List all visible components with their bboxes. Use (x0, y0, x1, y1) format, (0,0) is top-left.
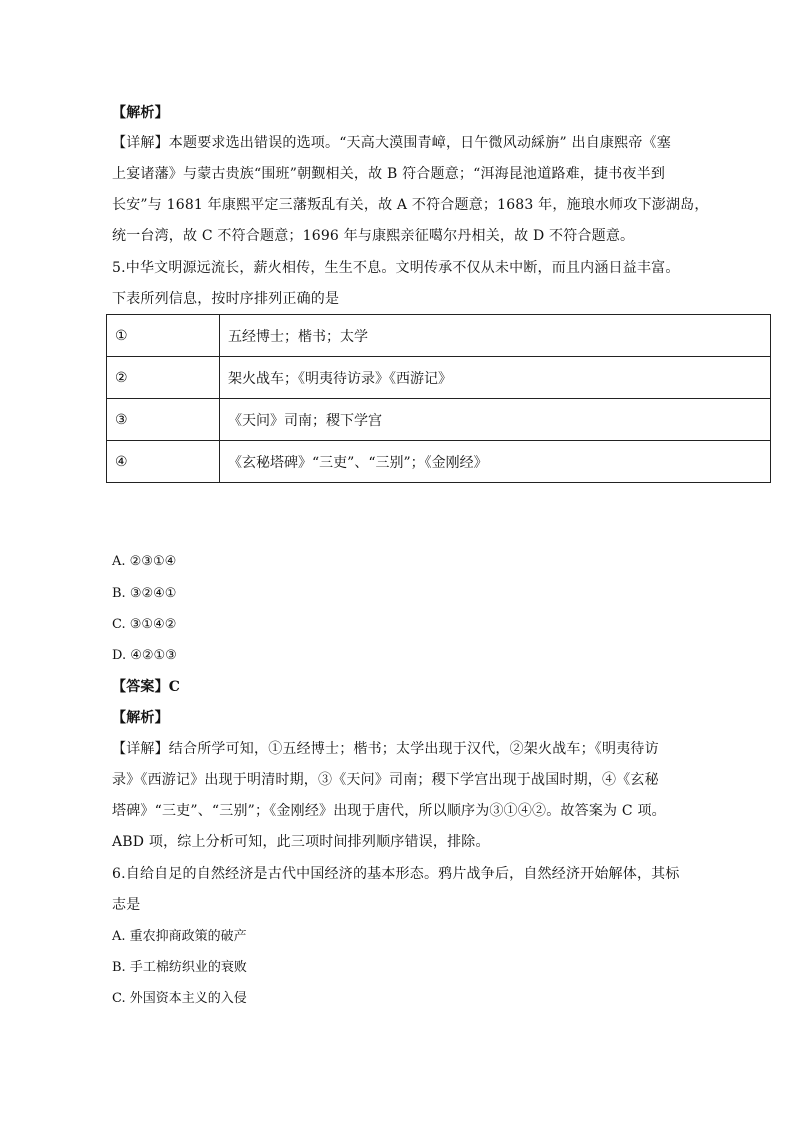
table-cell-content: 五经博士；楷书；太学 (220, 315, 771, 357)
q5-detail-line-1: 【详解】结合所学可知，①五经博士；楷书；太学出现于汉代，②架火战车；《明夷待访 (112, 741, 659, 757)
table-row (107, 315, 771, 357)
q6-option-b: B. 手工棉纺织业的衰败 (112, 960, 247, 975)
q4-detail-line-4: 统一台湾，故 C 不符合题意；1696 年与康熙亲征噶尔丹相关，故 D 不符合题意。 (112, 228, 635, 244)
q6-stem-line-2: 志是 (112, 897, 141, 913)
q4-detail-line-2: 上宴诸藩》与蒙古贵族“围班”朝觐相关，故 B 符合题意；“洱海昆池道路难，捷书夜半到 (112, 166, 666, 182)
q4-analysis-heading: 【解析】 (112, 105, 169, 121)
q5-answer: 【答案】C (112, 679, 181, 695)
table-cell-number: ① (107, 315, 220, 357)
q6-option-c: C. 外国资本主义的入侵 (112, 991, 247, 1006)
q5-detail-line-4: ABD 项，综上分析可知，此三项时间排列顺序错误，排除。 (112, 834, 490, 850)
q5-info-table (106, 314, 771, 483)
q5-analysis-heading: 【解析】 (112, 710, 169, 726)
table-cell-content: 《玄秘塔碑》“三吏”、“三别”；《金刚经》 (220, 441, 771, 483)
q5-option-b: B. ③②④① (112, 586, 177, 601)
q6-stem-line-1: 6.自给自足的自然经济是古代中国经济的基本形态。鸦片战争后，自然经济开始解体，其标 (112, 866, 680, 882)
q5-option-c: C. ③①④② (112, 617, 177, 632)
q5-stem-line-1: 5.中华文明源远流长，薪火相传，生生不息。文明传承不仅从未中断，而且内涵日益丰富。 (112, 260, 680, 276)
table-cell-content: 《天问》司南；稷下学宫 (220, 399, 771, 441)
table-row (107, 357, 771, 399)
table-cell-number: ② (107, 357, 220, 399)
table-row (107, 399, 771, 441)
q6-option-a: A. 重农抑商政策的破产 (112, 929, 247, 944)
q4-detail-line-3: 长安”与 1681 年康熙平定三藩叛乱有关，故 A 不符合题意；1683 年，施琅水师攻下澎湖岛， (112, 197, 709, 213)
q5-detail-line-2: 录》《西游记》出现于明清时期，③《天问》司南；稷下学宫出现于战国时期，④《玄秘 (112, 772, 659, 788)
table-cell-content: 架火战车；《明夷待访录》《西游记》 (220, 357, 771, 399)
q5-option-a: A. ②③①④ (112, 554, 177, 569)
table-cell-number: ③ (107, 399, 220, 441)
q4-detail-line-1: 【详解】本题要求选出错误的选项。“天高大漠围青嶂，日午微风动綵旃” 出自康熙帝《塞 (112, 135, 671, 151)
q5-stem-line-2: 下表所列信息，按时序排列正确的是 (112, 291, 340, 307)
q5-option-d: D. ④②①③ (112, 648, 177, 663)
table-cell-number: ④ (107, 441, 220, 483)
q5-detail-line-3: 塔碑》“三吏”、“三别”；《金刚经》出现于唐代，所以顺序为③①④②。故答案为 C 项。 (112, 803, 666, 819)
table-row (107, 441, 771, 483)
